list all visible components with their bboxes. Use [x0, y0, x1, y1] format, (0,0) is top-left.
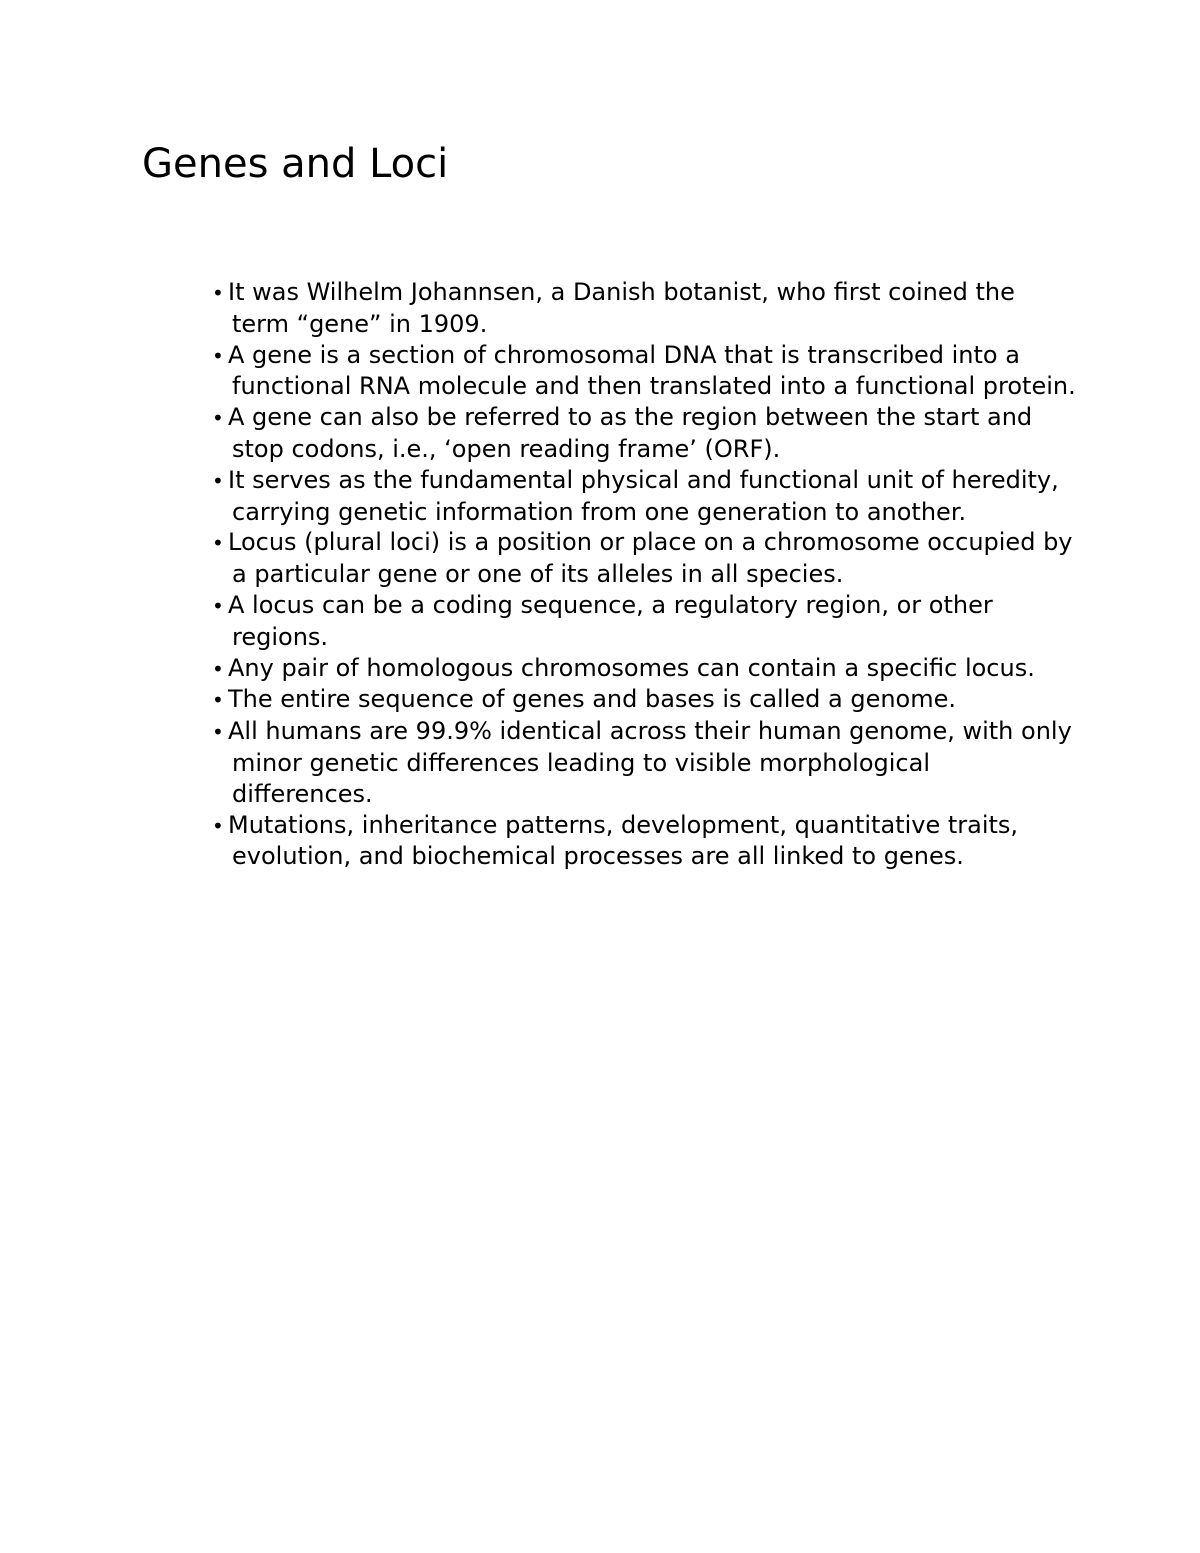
bullet-icon: • — [212, 813, 224, 838]
bullet-icon: • — [212, 531, 224, 556]
list-item — [196, 465, 1076, 528]
bullet-icon: • — [212, 406, 224, 431]
list-item — [196, 653, 1076, 685]
list-item-text: A gene is a section of chromosomal DNA that is transcribed into a functional RNA molecule and then translated into a functional protein. — [228, 340, 1076, 401]
list-item — [196, 527, 1076, 590]
list-item-text: A locus can be a coding sequence, a regulatory region, or other regions. — [228, 590, 993, 651]
list-item-text: A gene can also be referred to as the region between the start and stop codons, i.e., ‘open reading frame’ (ORF). — [228, 403, 1033, 463]
bullet-icon: • — [212, 688, 224, 713]
list-item — [196, 402, 1076, 465]
list-item — [196, 716, 1076, 809]
bullet-icon: • — [212, 343, 224, 368]
list-item — [196, 684, 1076, 716]
list-item-text: Any pair of homologous chromosomes can contain a specific locus. — [228, 653, 1035, 682]
list-item-text: Locus (plural loci) is a position or place on a chromosome occupied by a particular gene or one of its alleles in all species. — [228, 528, 1073, 589]
list-item — [196, 590, 1076, 653]
bullet-icon: • — [212, 720, 224, 745]
page-title: Genes and Loci — [142, 141, 449, 187]
bullet-icon: • — [212, 281, 224, 305]
bullet-list — [196, 277, 1076, 872]
bullet-icon: • — [212, 593, 224, 618]
list-item-text: It serves as the fundamental physical and functional unit of heredity, carrying genetic information from one generation to another. — [228, 465, 1059, 526]
list-item-text: All humans are 99.9% identical across their human genome, with only minor genetic differences leading to visible morphological differences. — [228, 717, 1072, 808]
list-item — [196, 277, 1076, 340]
bullet-icon: • — [212, 468, 224, 493]
list-item-text: It was Wilhelm Johannsen, a Danish botanist, who first coined the term “gene” in 1909. — [228, 278, 1015, 338]
list-item-text: Mutations, inheritance patterns, development, quantitative traits, evolution, and biochemical processes are all linked to genes. — [228, 810, 1019, 871]
list-item-text: The entire sequence of genes and bases is called a genome. — [228, 685, 957, 714]
bullet-icon: • — [212, 656, 224, 681]
list-item — [196, 810, 1076, 873]
list-item — [196, 340, 1076, 403]
